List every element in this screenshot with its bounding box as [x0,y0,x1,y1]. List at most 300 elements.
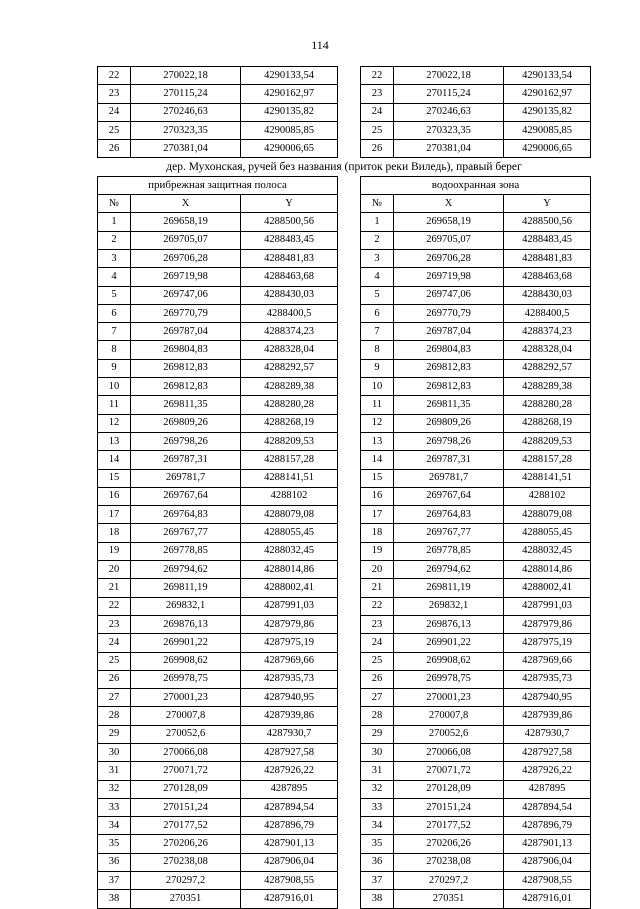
right-point-number-cell: 38 [361,890,394,908]
right-point-number-cell: 16 [361,487,394,505]
left-x-coordinate-cell: 269781,7 [131,469,241,487]
left-x-coordinate-cell: 270177,52 [131,817,241,835]
right-point-number-cell: 23 [361,615,394,633]
right-y-coordinate-cell: 4288157,28 [504,451,591,469]
right-x-coordinate-cell: 269901,22 [394,634,504,652]
table-row [98,853,591,871]
right-y-coordinate-cell: 4288481,83 [504,249,591,267]
left-point-number-cell: 27 [98,689,131,707]
left-y-coordinate-cell: 4290085,85 [241,121,338,139]
column-gap [338,670,361,688]
left-x-coordinate-cell: 269876,13 [131,615,241,633]
right-point-number-cell: 12 [361,414,394,432]
left-x-coordinate-cell: 270297,2 [131,872,241,890]
left-y-coordinate-cell: 4287894,54 [241,798,338,816]
right-point-number-cell: 20 [361,561,394,579]
left-point-number-cell: 11 [98,396,131,414]
left-zone-title: прибрежная защитная полоса [98,176,338,194]
table-row [98,872,591,890]
left-y-coordinate-cell: 4288463,68 [241,268,338,286]
column-gap [338,542,361,560]
table-row [98,231,591,249]
right-x-coordinate-cell: 269747,06 [394,286,504,304]
right-point-number-cell: 25 [361,652,394,670]
right-header-y: Y [504,195,591,213]
left-point-number-cell: 6 [98,304,131,322]
table-row [98,249,591,267]
zone-titles-row [98,176,591,194]
right-x-coordinate-cell: 270052,6 [394,725,504,743]
table-row [98,487,591,505]
column-gap [338,487,361,505]
column-gap [338,835,361,853]
column-gap [338,524,361,542]
left-y-coordinate-cell: 4288400,5 [241,304,338,322]
right-x-coordinate-cell: 269787,31 [394,451,504,469]
right-y-coordinate-cell: 4287930,7 [504,725,591,743]
right-y-coordinate-cell: 4288079,08 [504,506,591,524]
left-x-coordinate-cell: 269719,98 [131,268,241,286]
left-point-number-cell: 30 [98,743,131,761]
right-y-coordinate-cell: 4287901,13 [504,835,591,853]
left-x-coordinate-cell: 269747,06 [131,286,241,304]
right-point-number-cell: 13 [361,432,394,450]
left-point-number-cell: 17 [98,506,131,524]
right-y-coordinate-cell: 4287979,86 [504,615,591,633]
table-row [98,743,591,761]
right-y-coordinate-cell: 4288055,45 [504,524,591,542]
right-point-number-cell: 5 [361,286,394,304]
left-header-x: X [131,195,241,213]
right-point-number-cell: 22 [361,597,394,615]
left-point-number-cell: 20 [98,561,131,579]
left-x-coordinate-cell: 269770,79 [131,304,241,322]
left-y-coordinate-cell: 4287926,22 [241,762,338,780]
right-x-coordinate-cell: 269770,79 [394,304,504,322]
left-y-coordinate-cell: 4287908,55 [241,872,338,890]
left-point-number-cell: 22 [98,597,131,615]
coordinates-table [97,66,591,909]
left-point-number-cell: 22 [98,67,131,85]
column-gap [338,634,361,652]
section-title: дер. Мухонская, ручей без названия (приток реки Виледь), правый берег [166,161,522,174]
right-x-coordinate-cell: 269705,07 [394,231,504,249]
right-x-coordinate-cell: 269764,83 [394,506,504,524]
right-x-coordinate-cell: 269812,83 [394,378,504,396]
column-gap [338,286,361,304]
left-y-coordinate-cell: 4288483,45 [241,231,338,249]
column-gap [338,762,361,780]
right-y-coordinate-cell: 4288400,5 [504,304,591,322]
column-gap [338,268,361,286]
left-x-coordinate-cell: 269706,28 [131,249,241,267]
left-point-number-cell: 32 [98,780,131,798]
right-point-number-cell: 11 [361,396,394,414]
left-point-number-cell: 35 [98,835,131,853]
right-y-coordinate-cell: 4290133,54 [504,67,591,85]
left-y-coordinate-cell: 4288292,57 [241,359,338,377]
left-x-coordinate-cell: 269978,75 [131,670,241,688]
right-point-number-cell: 15 [361,469,394,487]
column-gap [338,872,361,890]
right-y-coordinate-cell: 4288374,23 [504,323,591,341]
column-gap [338,432,361,450]
column-gap [338,725,361,743]
column-gap [338,798,361,816]
right-x-coordinate-cell: 269908,62 [394,652,504,670]
right-y-coordinate-cell: 4288268,19 [504,414,591,432]
left-point-number-cell: 36 [98,853,131,871]
right-point-number-cell: 4 [361,268,394,286]
column-header-row [98,195,591,213]
table-row [98,286,591,304]
right-y-coordinate-cell: 4288014,86 [504,561,591,579]
column-gap [338,213,361,231]
right-point-number-cell: 8 [361,341,394,359]
left-x-coordinate-cell: 270066,08 [131,743,241,761]
right-x-coordinate-cell: 269978,75 [394,670,504,688]
right-x-coordinate-cell: 269767,77 [394,524,504,542]
right-y-coordinate-cell: 4287975,19 [504,634,591,652]
left-y-coordinate-cell: 4288280,28 [241,396,338,414]
left-y-coordinate-cell: 4287991,03 [241,597,338,615]
coordinates-table-body [98,67,591,909]
left-y-coordinate-cell: 4288289,38 [241,378,338,396]
right-point-number-cell: 2 [361,231,394,249]
left-x-coordinate-cell: 269809,26 [131,414,241,432]
right-zone-title: водоохранная зона [361,176,591,194]
left-y-coordinate-cell: 4288500,56 [241,213,338,231]
left-y-coordinate-cell: 4287975,19 [241,634,338,652]
table-row [98,689,591,707]
left-point-number-cell: 8 [98,341,131,359]
left-point-number-cell: 18 [98,524,131,542]
right-x-coordinate-cell: 269658,19 [394,213,504,231]
table-row [98,817,591,835]
right-point-number-cell: 9 [361,359,394,377]
column-gap [338,469,361,487]
column-gap [338,707,361,725]
table-row [98,359,591,377]
right-point-number-cell: 36 [361,853,394,871]
right-point-number-cell: 24 [361,103,394,121]
left-x-coordinate-cell: 269804,83 [131,341,241,359]
right-y-coordinate-cell: 4288032,45 [504,542,591,560]
left-y-coordinate-cell: 4287896,79 [241,817,338,835]
table-row [98,85,591,103]
right-x-coordinate-cell: 270351 [394,890,504,908]
right-y-coordinate-cell: 4290006,65 [504,140,591,158]
table-row [98,707,591,725]
left-x-coordinate-cell: 269787,31 [131,451,241,469]
right-x-coordinate-cell: 269767,64 [394,487,504,505]
left-x-coordinate-cell: 270206,26 [131,835,241,853]
right-point-number-cell: 14 [361,451,394,469]
left-point-number-cell: 4 [98,268,131,286]
left-x-coordinate-cell: 269908,62 [131,652,241,670]
right-x-coordinate-cell: 269706,28 [394,249,504,267]
column-gap [338,359,361,377]
left-x-coordinate-cell: 270001,23 [131,689,241,707]
left-y-coordinate-cell: 4288209,53 [241,432,338,450]
left-point-number-cell: 1 [98,213,131,231]
table-row [98,762,591,780]
left-y-coordinate-cell: 4287969,66 [241,652,338,670]
table-row [98,469,591,487]
right-y-coordinate-cell: 4290135,82 [504,103,591,121]
right-point-number-cell: 21 [361,579,394,597]
table-row [98,780,591,798]
table-row [98,725,591,743]
left-point-number-cell: 10 [98,378,131,396]
table-row [98,213,591,231]
column-gap [338,341,361,359]
right-x-coordinate-cell: 269781,7 [394,469,504,487]
right-y-coordinate-cell: 4288483,45 [504,231,591,249]
left-x-coordinate-cell: 270323,35 [131,121,241,139]
left-point-number-cell: 25 [98,652,131,670]
right-point-number-cell: 24 [361,634,394,652]
left-y-coordinate-cell: 4288481,83 [241,249,338,267]
table-row [98,634,591,652]
column-gap [338,652,361,670]
right-x-coordinate-cell: 269798,26 [394,432,504,450]
left-x-coordinate-cell: 270381,04 [131,140,241,158]
column-gap [338,451,361,469]
table-row [98,835,591,853]
left-y-coordinate-cell: 4288157,28 [241,451,338,469]
column-gap [338,561,361,579]
left-point-number-cell: 23 [98,615,131,633]
left-y-coordinate-cell: 4287901,13 [241,835,338,853]
left-y-coordinate-cell: 4288268,19 [241,414,338,432]
column-gap [338,121,361,139]
left-x-coordinate-cell: 269812,83 [131,378,241,396]
column-gap [338,378,361,396]
right-point-number-cell: 17 [361,506,394,524]
right-x-coordinate-cell: 269804,83 [394,341,504,359]
left-x-coordinate-cell: 269764,83 [131,506,241,524]
column-gap [338,579,361,597]
column-gap [338,67,361,85]
left-y-coordinate-cell: 4288014,86 [241,561,338,579]
left-point-number-cell: 19 [98,542,131,560]
left-y-coordinate-cell: 4287940,95 [241,689,338,707]
left-y-coordinate-cell: 4287979,86 [241,615,338,633]
right-point-number-cell: 23 [361,85,394,103]
left-point-number-cell: 7 [98,323,131,341]
table-row [98,304,591,322]
left-y-coordinate-cell: 4287906,04 [241,853,338,871]
right-y-coordinate-cell: 4287916,01 [504,890,591,908]
left-point-number-cell: 28 [98,707,131,725]
right-y-coordinate-cell: 4288289,38 [504,378,591,396]
right-y-coordinate-cell: 4288500,56 [504,213,591,231]
left-x-coordinate-cell: 270007,8 [131,707,241,725]
right-x-coordinate-cell: 270177,52 [394,817,504,835]
left-x-coordinate-cell: 269767,77 [131,524,241,542]
right-point-number-cell: 3 [361,249,394,267]
left-point-number-cell: 26 [98,670,131,688]
left-x-coordinate-cell: 270151,24 [131,798,241,816]
right-point-number-cell: 37 [361,872,394,890]
column-gap [338,176,361,194]
right-y-coordinate-cell: 4288463,68 [504,268,591,286]
right-header-number: № [361,195,394,213]
right-x-coordinate-cell: 270022,18 [394,67,504,85]
right-x-coordinate-cell: 270238,08 [394,853,504,871]
right-point-number-cell: 7 [361,323,394,341]
column-gap [338,414,361,432]
column-gap [338,195,361,213]
table-row [98,615,591,633]
section-title-row [98,158,591,176]
table-row [98,396,591,414]
table-row [98,561,591,579]
right-x-coordinate-cell: 269787,04 [394,323,504,341]
left-x-coordinate-cell: 269787,04 [131,323,241,341]
right-y-coordinate-cell: 4287969,66 [504,652,591,670]
table-row [98,524,591,542]
left-y-coordinate-cell: 4290135,82 [241,103,338,121]
table-row [98,798,591,816]
left-x-coordinate-cell: 270115,24 [131,85,241,103]
right-y-coordinate-cell: 4288102 [504,487,591,505]
page-number: 114 [311,38,329,52]
left-point-number-cell: 24 [98,634,131,652]
column-gap [338,615,361,633]
left-x-coordinate-cell: 269832,1 [131,597,241,615]
left-point-number-cell: 26 [98,140,131,158]
right-point-number-cell: 22 [361,67,394,85]
right-y-coordinate-cell: 4288209,53 [504,432,591,450]
table-row [98,652,591,670]
right-x-coordinate-cell: 269794,62 [394,561,504,579]
right-y-coordinate-cell: 4287906,04 [504,853,591,871]
right-y-coordinate-cell: 4288141,51 [504,469,591,487]
left-x-coordinate-cell: 269767,64 [131,487,241,505]
left-y-coordinate-cell: 4290006,65 [241,140,338,158]
left-x-coordinate-cell: 270071,72 [131,762,241,780]
left-x-coordinate-cell: 269798,26 [131,432,241,450]
column-gap [338,304,361,322]
left-point-number-cell: 9 [98,359,131,377]
right-y-coordinate-cell: 4290162,97 [504,85,591,103]
left-y-coordinate-cell: 4287935,73 [241,670,338,688]
left-point-number-cell: 16 [98,487,131,505]
column-gap [338,506,361,524]
left-point-number-cell: 37 [98,872,131,890]
column-gap [338,249,361,267]
right-point-number-cell: 18 [361,524,394,542]
left-x-coordinate-cell: 270246,63 [131,103,241,121]
right-x-coordinate-cell: 270007,8 [394,707,504,725]
left-point-number-cell: 23 [98,85,131,103]
column-gap [338,853,361,871]
table-row [98,103,591,121]
left-y-coordinate-cell: 4288002,41 [241,579,338,597]
right-x-coordinate-cell: 270297,2 [394,872,504,890]
column-gap [338,323,361,341]
right-y-coordinate-cell: 4288002,41 [504,579,591,597]
right-x-coordinate-cell: 270246,63 [394,103,504,121]
left-x-coordinate-cell: 269658,19 [131,213,241,231]
column-gap [338,85,361,103]
left-x-coordinate-cell: 270052,6 [131,725,241,743]
right-x-coordinate-cell: 270001,23 [394,689,504,707]
left-x-coordinate-cell: 270351 [131,890,241,908]
right-x-coordinate-cell: 270151,24 [394,798,504,816]
column-gap [338,890,361,908]
right-x-coordinate-cell: 270381,04 [394,140,504,158]
left-x-coordinate-cell: 270128,09 [131,780,241,798]
left-x-coordinate-cell: 269705,07 [131,231,241,249]
right-x-coordinate-cell: 270066,08 [394,743,504,761]
right-y-coordinate-cell: 4287908,55 [504,872,591,890]
right-y-coordinate-cell: 4287894,54 [504,798,591,816]
right-y-coordinate-cell: 4290085,85 [504,121,591,139]
right-y-coordinate-cell: 4287895 [504,780,591,798]
table-row [98,414,591,432]
left-x-coordinate-cell: 269794,62 [131,561,241,579]
right-x-coordinate-cell: 269811,35 [394,396,504,414]
left-point-number-cell: 3 [98,249,131,267]
left-y-coordinate-cell: 4287927,58 [241,743,338,761]
table-row [98,341,591,359]
left-y-coordinate-cell: 4288102 [241,487,338,505]
right-x-coordinate-cell: 269832,1 [394,597,504,615]
right-x-coordinate-cell: 269778,85 [394,542,504,560]
left-y-coordinate-cell: 4290162,97 [241,85,338,103]
left-x-coordinate-cell: 269811,19 [131,579,241,597]
left-point-number-cell: 15 [98,469,131,487]
left-x-coordinate-cell: 269811,35 [131,396,241,414]
left-point-number-cell: 33 [98,798,131,816]
right-y-coordinate-cell: 4287927,58 [504,743,591,761]
right-point-number-cell: 28 [361,707,394,725]
left-header-number: № [98,195,131,213]
right-point-number-cell: 30 [361,743,394,761]
left-y-coordinate-cell: 4287895 [241,780,338,798]
right-x-coordinate-cell: 270323,35 [394,121,504,139]
left-y-coordinate-cell: 4288141,51 [241,469,338,487]
column-gap [338,396,361,414]
right-x-coordinate-cell: 270206,26 [394,835,504,853]
column-gap [338,780,361,798]
right-x-coordinate-cell: 269719,98 [394,268,504,286]
column-gap [338,231,361,249]
right-header-x: X [394,195,504,213]
right-point-number-cell: 31 [361,762,394,780]
left-y-coordinate-cell: 4287930,7 [241,725,338,743]
left-y-coordinate-cell: 4288374,23 [241,323,338,341]
left-x-coordinate-cell: 270022,18 [131,67,241,85]
right-point-number-cell: 34 [361,817,394,835]
column-gap [338,817,361,835]
left-y-coordinate-cell: 4288055,45 [241,524,338,542]
right-point-number-cell: 25 [361,121,394,139]
left-point-number-cell: 12 [98,414,131,432]
left-y-coordinate-cell: 4288328,04 [241,341,338,359]
right-x-coordinate-cell: 269812,83 [394,359,504,377]
right-y-coordinate-cell: 4287935,73 [504,670,591,688]
table-row [98,268,591,286]
table-row [98,140,591,158]
table-row [98,890,591,908]
left-point-number-cell: 2 [98,231,131,249]
left-point-number-cell: 29 [98,725,131,743]
right-y-coordinate-cell: 4287991,03 [504,597,591,615]
